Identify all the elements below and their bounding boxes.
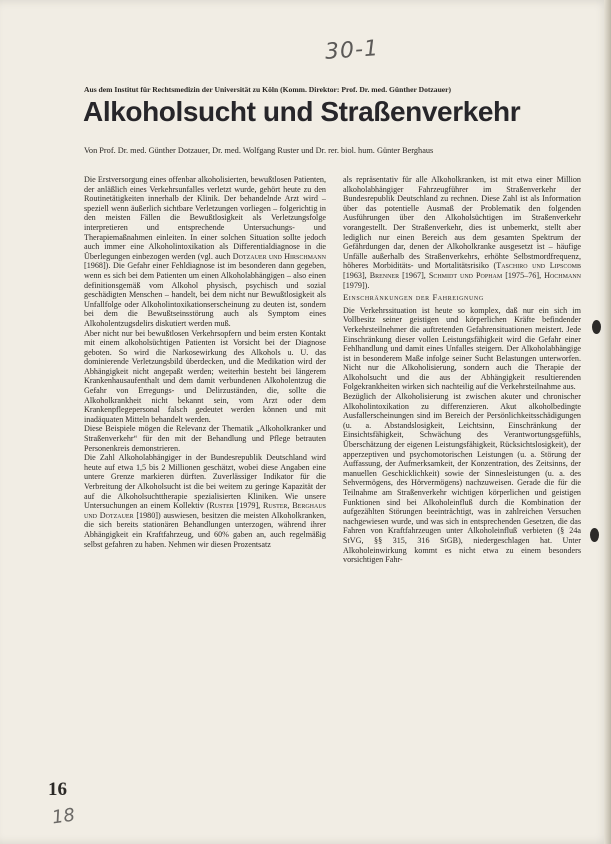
article-title: Alkoholsucht und Straßenverkehr: [83, 96, 521, 127]
institute-line: Aus dem Institut für Rechtsmedizin der Universität zu Köln (Komm. Direktor: Prof. Dr. med. Günther Dotzauer): [84, 85, 452, 94]
binder-hole: [590, 528, 599, 542]
right-text-column: [343, 175, 581, 565]
paragraph: [343, 175, 581, 290]
text-run: [1979]).: [343, 280, 370, 290]
text-run: Die Erstversorgung eines offenbar alkoholisierten, bewußtlosen Patienten, der anläßlich eines Verkehrsunfalles verletzt wurde, gehört heute zu den Routinetätigkeiten innerhalb der Klinik. Der behandelnde Arzt wird – speziell wenn äußerlich sichtbare Verletzungen vorliegen – folgerichtig in den meisten Fällen die Bewußtlosigkeit als Verletzungsfolge interpretieren und entsprechende Untersuchungs- und Therapiemaßnahmen einleiten. In einer solchen Situation sollte jedoch auch immer eine Alkoholintoxikation als Differentialdiagnose in die Überlegungen einbezogen werden (vgl. auch: [84, 175, 326, 261]
authors-line: Von Prof. Dr. med. Günther Dotzauer, Dr. med. Wolfgang Ruster und Dr. rer. biol. hum. Günter Berghaus: [84, 146, 434, 155]
text-run: als repräsentativ für alle Alkoholkranken, ist mit etwa einer Million alkoholabhängiger Fahrzeugführer im Straßenverkehr der Bundesrepublik Deutschland zu rechnen. Diese Zahl ist als Information über das potentielle Ausmaß der Problematik den folgenden Ausführungen über den Alkoholsüchtigen im Straßenverkehr vorangestellt. Der Straßenverkehr, dies ist unbemerkt, stellt aber lediglich nur einen Bereich aus dem gesamten Spektrum der Gefährdungen dar, denen der Alkoholkranke ausgesetzt ist – häufige Unfälle außerhalb des Straßenverkehrs, erhöhte Selbstmordfrequenz, höheres Morbiditäts- und Mortalitätsrisiko (: [343, 175, 581, 271]
handwritten-page-note: 18: [50, 804, 77, 829]
citation: Ruster, Berghaus und Dotzauer: [84, 501, 326, 520]
paragraph: [84, 175, 326, 329]
text-run: [1980]) auswiesen, besitzen die meisten Alkoholkranken, die sich bereits stationären Behandlungen unterzogen, während ihrer Abhängigkeit ein Kraftfahrzeug, und 60% gaben an, auch regelmäßig selbst gefahren zu haben. Nehmen wir diesen Prozentsatz: [84, 510, 326, 549]
text-run: [1963],: [343, 270, 370, 280]
paragraph: Bezüglich der Alkoholisierung ist zwischen akuter und chronischer Alkoholintoxikation zu differenzieren. Akut alkoholbedingte Ausfallerscheinungen sind im Bereich der Persönlichkeitsschädigungen (u. a. Abstandslosigkeit, Leichtsinn, Einschränkung der Einsichtsfähigkeit, Schwächung des Verantwortungsgefühls, Überschätzung der eigenen Leistungsfähigkeit, Rücksichtslosigkeit), der apperzeptiven und psychomotorischen Leistungen (u. a. Störung der Auffassung, der Aufmerksamkeit, der Konzentration, des Zeitsinns, der manuellen Geschicklichkeit) sowie der Sinnesleistungen (u. a. des Sehvermögens, des Hörvermögens) nachzuweisen. Gerade die für die Teilnahme am Straßenverkehr wichtigen körperlichen und geistigen Funktionen sind bei Alkoholeinfluß durch die Kombination der aufgezählten Störungen beeinträchtigt, was in zahlreichen Versuchen nachgewiesen wurde, und was sich in entsprechenden Gesetzen, die das Fahren von Kraftfahrzeugen unter Alkoholeinfluß verbieten (§ 24a StVG, §§ 315, 316 StGB), niedergeschlagen hat. Unter Alkoholeinwirkung kommt es nicht etwa zu einem besonders vorsichtigen Fahr-: [343, 392, 581, 565]
paragraph: Aber nicht nur bei bewußtlosen Verkehrsopfern und beim ersten Kontakt mit einem alkoholsüchtigen Patienten ist Vorsicht bei der Diagnose geboten. So wird die Narkosewirkung des Alkohols u. U. das dominierende Verletzungsbild überdecken, und die Medikation wird der Abhängigkeit nicht angepaßt werden; weiterhin besteht bei längerem Krankenhausaufenthalt und dem damit verbundenen Alkoholentzug die Gefahr von Erregungs- und Delirzuständen, die, sollte die Alkoholkrankheit nicht bekannt sein, vom Arzt oder dem Krankenpflegepersonal falsch gedeutet werden können und mit inadäquaten Mitteln behandelt werden.: [84, 328, 326, 424]
citation: Brenner: [369, 270, 400, 280]
text-run: [1967],: [399, 270, 429, 280]
binder-hole: [592, 320, 601, 334]
text-run: Die Zahl Alkoholabhängiger in der Bundesrepublik Deutschland wird heute auf etwa 1,5 bis 2 Millionen geschätzt, wobei diese Angaben eine untere Grenze markieren dürften. Zuverlässiger Indikator für die Verbreitung der Alkoholsucht ist die bei weitem zu geringe Kapazität der auf die Alkoholsuchttherapie spezialisierten Kliniken. Wie unsere Untersuchungen an einem Kollektiv (: [84, 453, 326, 511]
page-number: 16: [48, 779, 67, 800]
handwritten-archive-number: 30-1: [324, 36, 380, 65]
text-run: [1979],: [233, 501, 263, 511]
paragraph: [84, 453, 326, 549]
page-edge-shadow: [604, 0, 611, 844]
paragraph: Diese Beispiele mögen die Relevanz der Thematik „Alkoholkranker und Straßenverkehr“ für den mit der Behandlung und Pflege betrauten Personenkreis demonstrieren.: [84, 424, 326, 453]
section-heading: Einschränkungen der Fahreignung: [343, 292, 484, 303]
text-run: [1968]). Die Gefahr einer Fehldiagnose ist im besonderen dann gegeben, wenn es sich bei dem Patienten um einen Alkoholabhängigen – also einen definitionsgemäß vom Alkohol physisch, psychisch und sozial geschädigten Menschen – handelt, bei dem nicht nur Bewußtlosigkeit als Unfallfolge oder Alkoholintoxikationserscheinung zu deuten ist, sondern bei dem die Bewußtseinsstörung auch als Symptom eines Alkoholentzugsdelirs diskutiert werden muß.: [84, 261, 326, 328]
paragraph: Die Verkehrssituation ist heute so komplex, daß nur ein sich im Vollbesitz seiner geistigen und körperlichen Kräfte befindender Verkehrsteilnehmer die auftretenden Gefahrensituationen meistert. Jede Einschränkung dieser vollen Leistungsfähigkeit wird die Gefahr einer Fehlhandlung und damit eines Unfalles steigern. Der Alkoholabhängige ist in besonderem Maße infolge seiner Sucht Belastungen unterworfen. Nicht nur die Alkoholisierung, sondern auch die Therapie der Alkoholsucht und die aus der Abhängigkeit resultierenden Folgekrankheiten wirken sich nachteilig auf die Verkehrsteilnahme aus.: [343, 305, 581, 392]
citation: Hochmann: [544, 270, 581, 280]
text-run: [1975–76],: [502, 270, 545, 280]
citation: Dotzauer und Hirschmann: [232, 251, 326, 261]
citation: Taschiro und Lipscomb: [496, 261, 582, 271]
citation: Ruster: [209, 501, 234, 511]
left-text-column: [84, 175, 326, 549]
citation: Schmidt und Popham: [428, 270, 503, 280]
